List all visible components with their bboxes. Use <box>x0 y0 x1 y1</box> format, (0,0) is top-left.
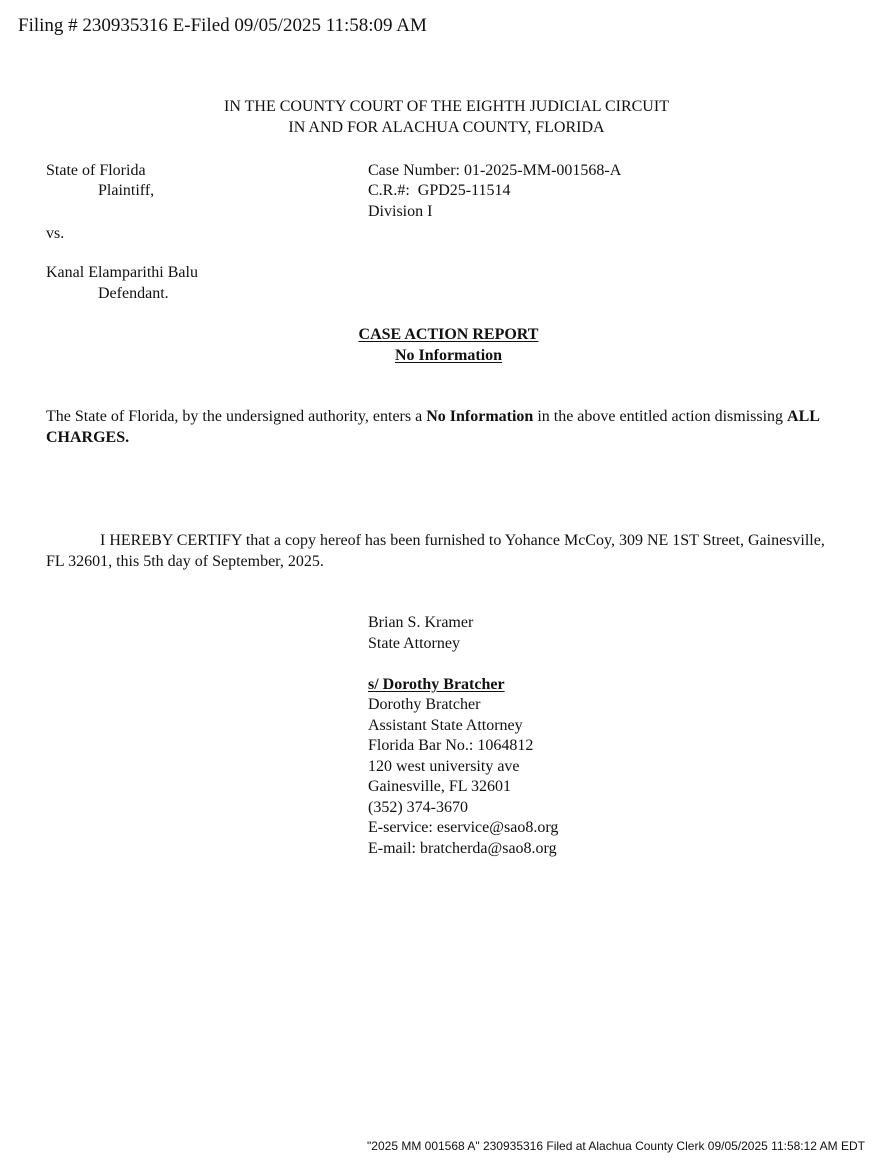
eservice-address: E-service: eservice@sao8.org <box>368 819 559 836</box>
electronic-signature: s/ Dorothy Bratcher <box>368 676 505 693</box>
clerk-filing-stamp: "2025 MM 001568 A" 230935316 Filed at Alachua County Clerk 09/05/2025 11:58:12 AM EDT <box>367 1139 865 1153</box>
email-address: E-mail: bratcherda@sao8.org <box>368 840 557 857</box>
bar-number: Florida Bar No.: 1064812 <box>368 737 534 754</box>
p1-text-1: The State of Florida, by the undersigned authority, enters a <box>46 408 427 425</box>
address-line1: 120 west university ave <box>368 758 520 775</box>
no-information-paragraph <box>46 406 846 448</box>
assistant-title: Assistant State Attorney <box>368 717 523 734</box>
p1-bold-all-charges: ALL CHARGES. <box>46 408 820 446</box>
filing-header: Filing # 230935316 E-Filed 09/05/2025 11:58:09 AM <box>18 15 427 36</box>
assistant-name: Dorothy Bratcher <box>368 696 481 713</box>
p1-bold-no-information: No Information <box>426 408 534 425</box>
report-subtitle: No Information <box>394 347 503 364</box>
plaintiff-name: State of Florida <box>46 162 146 179</box>
defendant-role: Defendant. <box>98 285 169 302</box>
phone-number: (352) 374-3670 <box>368 799 468 816</box>
certify-paragraph: I HEREBY CERTIFY that a copy hereof has been furnished to Yohance McCoy, 309 NE 1ST Street, Gainesville, FL 32601, this 5th day of September, 2025. <box>46 532 825 570</box>
versus-label: vs. <box>46 225 65 242</box>
case-number: Case Number: 01-2025-MM-001568-A <box>368 162 622 179</box>
address-line2: Gainesville, FL 32601 <box>368 778 511 795</box>
plaintiff-role: Plaintiff, <box>98 182 155 199</box>
p1-text-2: in the above entitled action dismissing <box>533 408 788 425</box>
state-attorney-name: Brian S. Kramer <box>368 614 474 631</box>
report-title: CASE ACTION REPORT <box>358 326 539 343</box>
cr-number: C.R.#: GPD25-11514 <box>368 182 511 199</box>
court-title-line1: IN THE COUNTY COURT OF THE EIGHTH JUDICIAL CIRCUIT <box>224 98 669 115</box>
state-attorney-title: State Attorney <box>368 635 460 652</box>
defendant-name: Kanal Elamparithi Balu <box>46 264 198 281</box>
division: Division I <box>368 203 433 220</box>
court-title-line2: IN AND FOR ALACHUA COUNTY, FLORIDA <box>288 119 605 136</box>
